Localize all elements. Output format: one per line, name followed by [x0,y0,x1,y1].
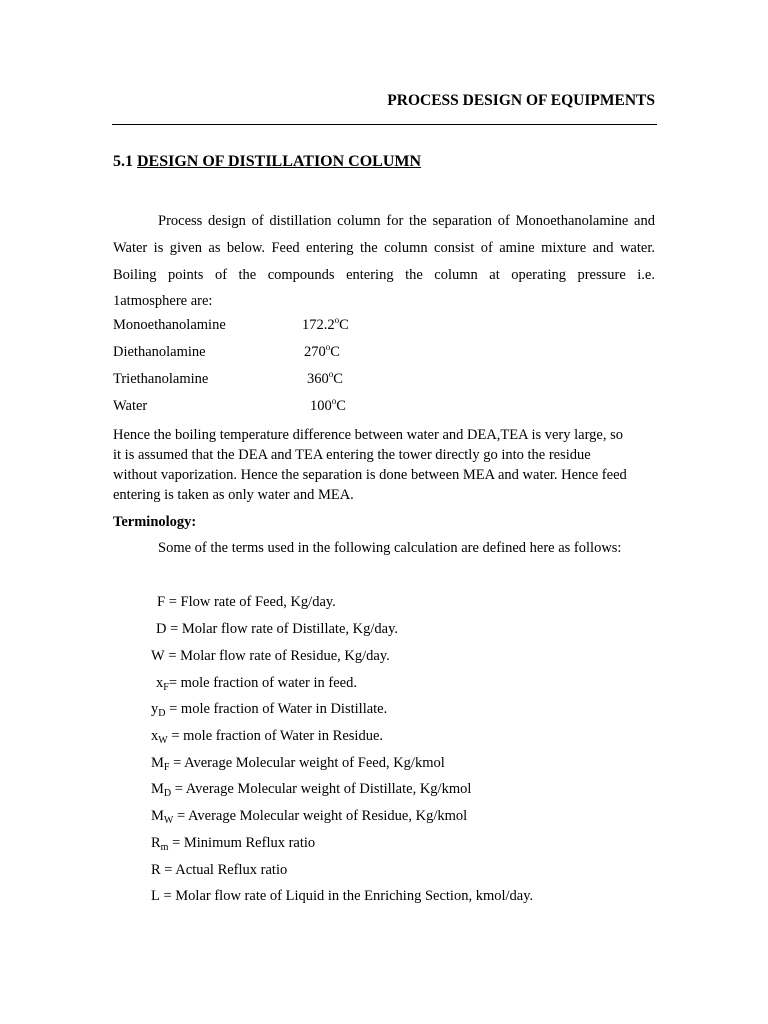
assumption-line: Hence the boiling temperature difference between water and DEA,TEA is very large, so [113,427,623,443]
boiling-point-value: 100$^o$C [310,396,346,414]
definition-item: D = Molar flow rate of Distillate, Kg/day. [156,621,399,637]
definition-item: $x_F=$ mole fraction of water in feed. [156,675,357,693]
terminology-heading: Terminology: [113,514,197,530]
definition-item: $x_W$ = mole fraction of Water in Residue. [151,728,384,746]
compound-name: Water [113,398,148,414]
assumption-paragraph [113,425,648,505]
intro-line: Boiling points of the compounds entering the column at operating pressure i.e. [113,266,655,283]
boiling-point-value: 270$^o$C [304,342,340,360]
section-heading [113,153,421,171]
intro-line: Water is given as below. Feed entering the column consist of amine mixture and water. [113,239,655,256]
terminology-intro: Some of the terms used in the following calculation are defined here as follows: [158,540,622,556]
compound-name: Diethanolamine [113,344,206,360]
intro-line: 1atmosphere are: [113,293,213,310]
section-title: DESIGN OF DISTILLATION COLUMN [137,153,422,170]
assumption-line: without vaporization. Hence the separation is done between MEA and water. Hence feed [113,467,627,483]
definition-item: W = Molar flow rate of Residue, Kg/day. [151,648,390,664]
definition-item: F = Flow rate of Feed, Kg/day. [157,594,336,610]
section-number: 5.1 [113,153,133,170]
boiling-point-value: 172.2$^o$C [302,315,349,333]
header-divider [112,124,657,125]
intro-paragraph [113,208,655,315]
definition-item: $R_m$ = Minimum Reflux ratio [151,835,316,853]
assumption-line: it is assumed that the DEA and TEA entering the tower directly go into the residue [113,447,591,463]
boiling-point-value: 360$^o$C [307,369,343,387]
definition-item: R = Actual Reflux ratio [151,862,288,878]
definition-item: $M_W$ = Average Molecular weight of Residue, Kg/kmol [151,808,468,826]
assumption-line: entering is taken as only water and MEA. [113,487,354,503]
compound-name: Triethanolamine [113,371,209,387]
compound-name: Monoethanolamine [113,317,226,333]
definition-item: $M_F$ = Average Molecular weight of Feed, Kg/kmol [151,755,445,773]
definition-item: $M_D$ = Average Molecular weight of Distillate, Kg/kmol [151,781,472,799]
page-header-title: PROCESS DESIGN OF EQUIPMENTS [387,92,655,109]
intro-line: Process design of distillation column for the separation of Monoethanolamine and [158,213,655,229]
definition-item: $y_D$ = mole fraction of Water in Distillate. [151,701,388,719]
definition-item: L = Molar flow rate of Liquid in the Enriching Section, kmol/day. [151,888,534,904]
